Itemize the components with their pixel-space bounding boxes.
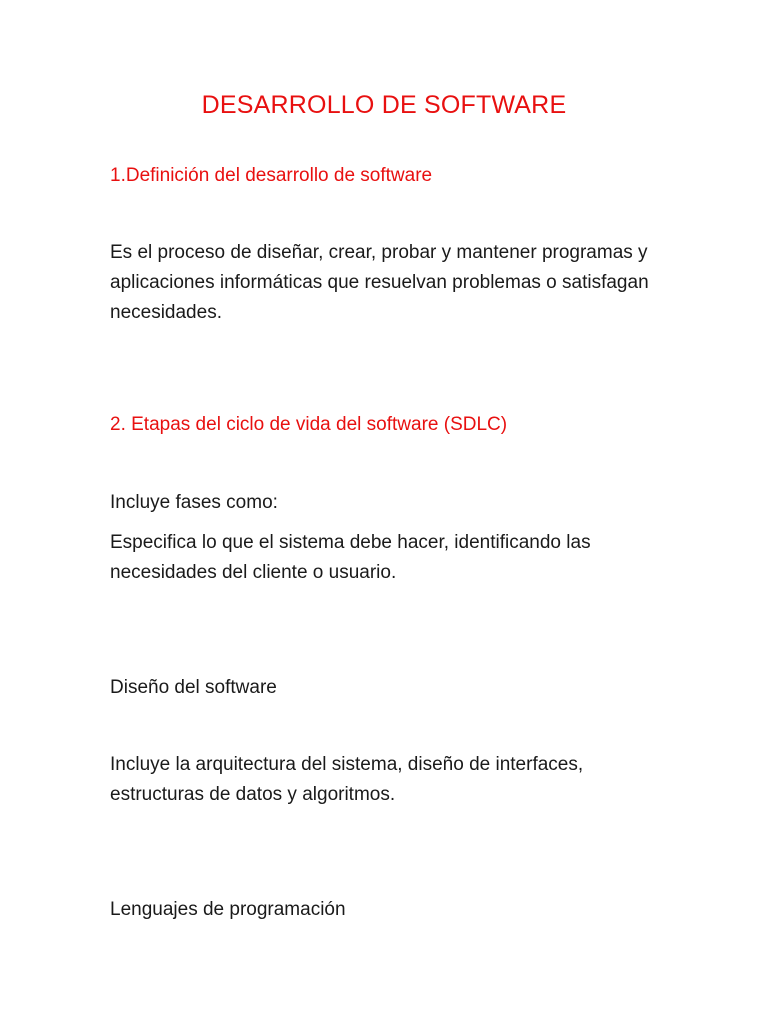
section-2-heading: 2. Etapas del ciclo de vida del software (SDLC) [110, 414, 508, 435]
document-title: DESARROLLO DE SOFTWARE [201, 91, 567, 119]
design-label: Diseño del software [110, 677, 277, 698]
languages-label: Lenguajes de programación [110, 899, 346, 920]
section-1-heading: 1.Definición del desarrollo de software [110, 165, 433, 186]
requirements-paragraph: Especifica lo que el sistema debe hacer, identificando las necesidades del cliente o usuario. [110, 532, 591, 583]
design-paragraph: Incluye la arquitectura del sistema, diseño de interfaces, estructuras de datos y algoritmos. [110, 754, 584, 805]
section-1-body: Es el proceso de diseñar, crear, probar y mantener programas y aplicaciones informáticas que resuelvan problemas o satisfagan necesidades. [110, 242, 649, 323]
phases-intro: Incluye fases como: [110, 492, 278, 513]
